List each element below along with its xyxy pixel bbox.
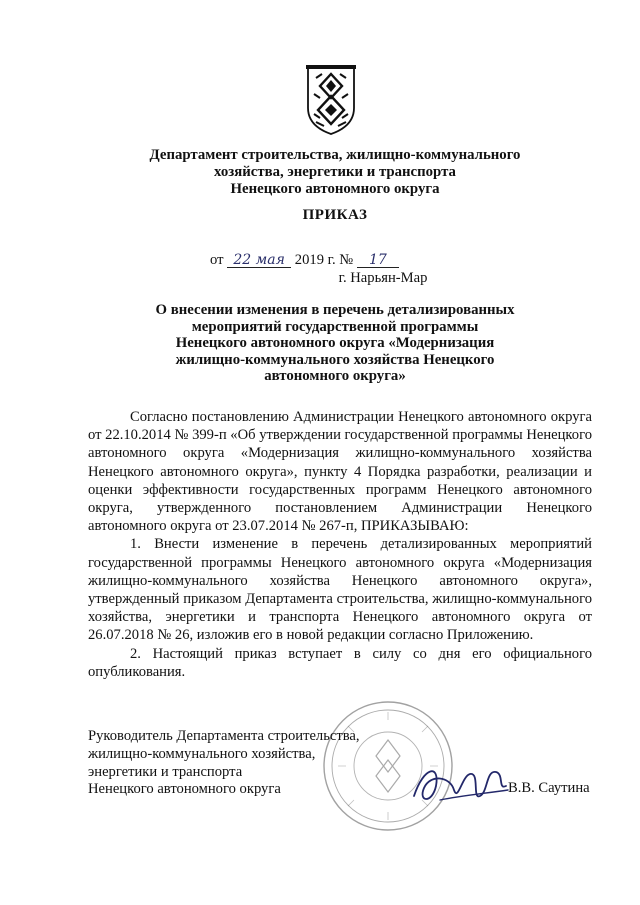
order-item-2: 2. Настоящий приказ вступает в силу со дня его официального опубликования. bbox=[88, 645, 592, 680]
signer-title-line-4: Ненецкого автономного округа bbox=[88, 781, 281, 798]
signer-title-line-2: жилищно-коммунального хозяйства, bbox=[88, 745, 316, 762]
subject-line-5: автономного округа» bbox=[264, 368, 406, 385]
date-prefix: от bbox=[210, 252, 224, 268]
subject-line-2: мероприятий государственной программы bbox=[191, 318, 479, 335]
header-line-3: Ненецкого автономного округа bbox=[230, 181, 440, 197]
handwritten-signature-icon bbox=[410, 756, 510, 814]
header-line-2: хозяйства, энергетики и транспорта bbox=[214, 164, 456, 180]
signer-title-line-1: Руководитель Департамента строительства, bbox=[88, 728, 360, 744]
order-subject bbox=[130, 302, 540, 385]
signer-name: В.В. Саутина bbox=[508, 780, 590, 796]
coat-of-arms-icon bbox=[304, 64, 358, 136]
subject-line-1: О внесении изменения в перечень детализированных bbox=[155, 302, 515, 318]
header-line-1: Департамент строительства, жилищно-коммунального bbox=[149, 147, 521, 163]
handwritten-date: 22 мая bbox=[227, 253, 291, 268]
signature-block bbox=[88, 728, 360, 799]
signer-title-line-3: энергетики и транспорта bbox=[88, 763, 243, 780]
order-title: ПРИКАЗ bbox=[302, 207, 368, 223]
preamble-paragraph: Согласно постановлению Администрации Ненецкого автономного округа от 22.10.2014 № 399-п «Об утверждении государственной программы Ненецкого автономного округа «Модернизация жилищно-коммунального хозяйства Ненецкого автономного округа», пункту 4 Порядка разработки, реализации и оценки эффективности государственных программ Ненецкого автономного округа, утвержденного постановлением Администрации Ненецкого автономного округа от 23.07.2014 № 267-п, ПРИКАЗЫВАЮ: bbox=[88, 409, 592, 535]
order-city: г. Нарьян-Мар bbox=[338, 270, 428, 286]
order-year: 2019 г. № bbox=[294, 252, 354, 268]
department-header bbox=[90, 147, 580, 198]
subject-line-4: жилищно-коммунального хозяйства Ненецкого bbox=[175, 351, 495, 368]
order-date-line bbox=[210, 252, 470, 269]
handwritten-number: 17 bbox=[357, 253, 399, 268]
order-body bbox=[88, 408, 592, 681]
order-item-1: 1. Внести изменение в перечень детализированных мероприятий государственной программы Ненецкого автономного округа «Модернизация жилищно-коммунального хозяйства Ненецкого автономного округа», утвержденный приказом Департамента строительства, жилищно-коммунального хозяйства, энергетики и транспорта Ненецкого автономного округа от 26.07.2018 № 26, изложив его в новой редакции согласно Приложению. bbox=[88, 536, 592, 644]
subject-line-3: Ненецкого автономного округа «Модернизация bbox=[175, 335, 495, 352]
